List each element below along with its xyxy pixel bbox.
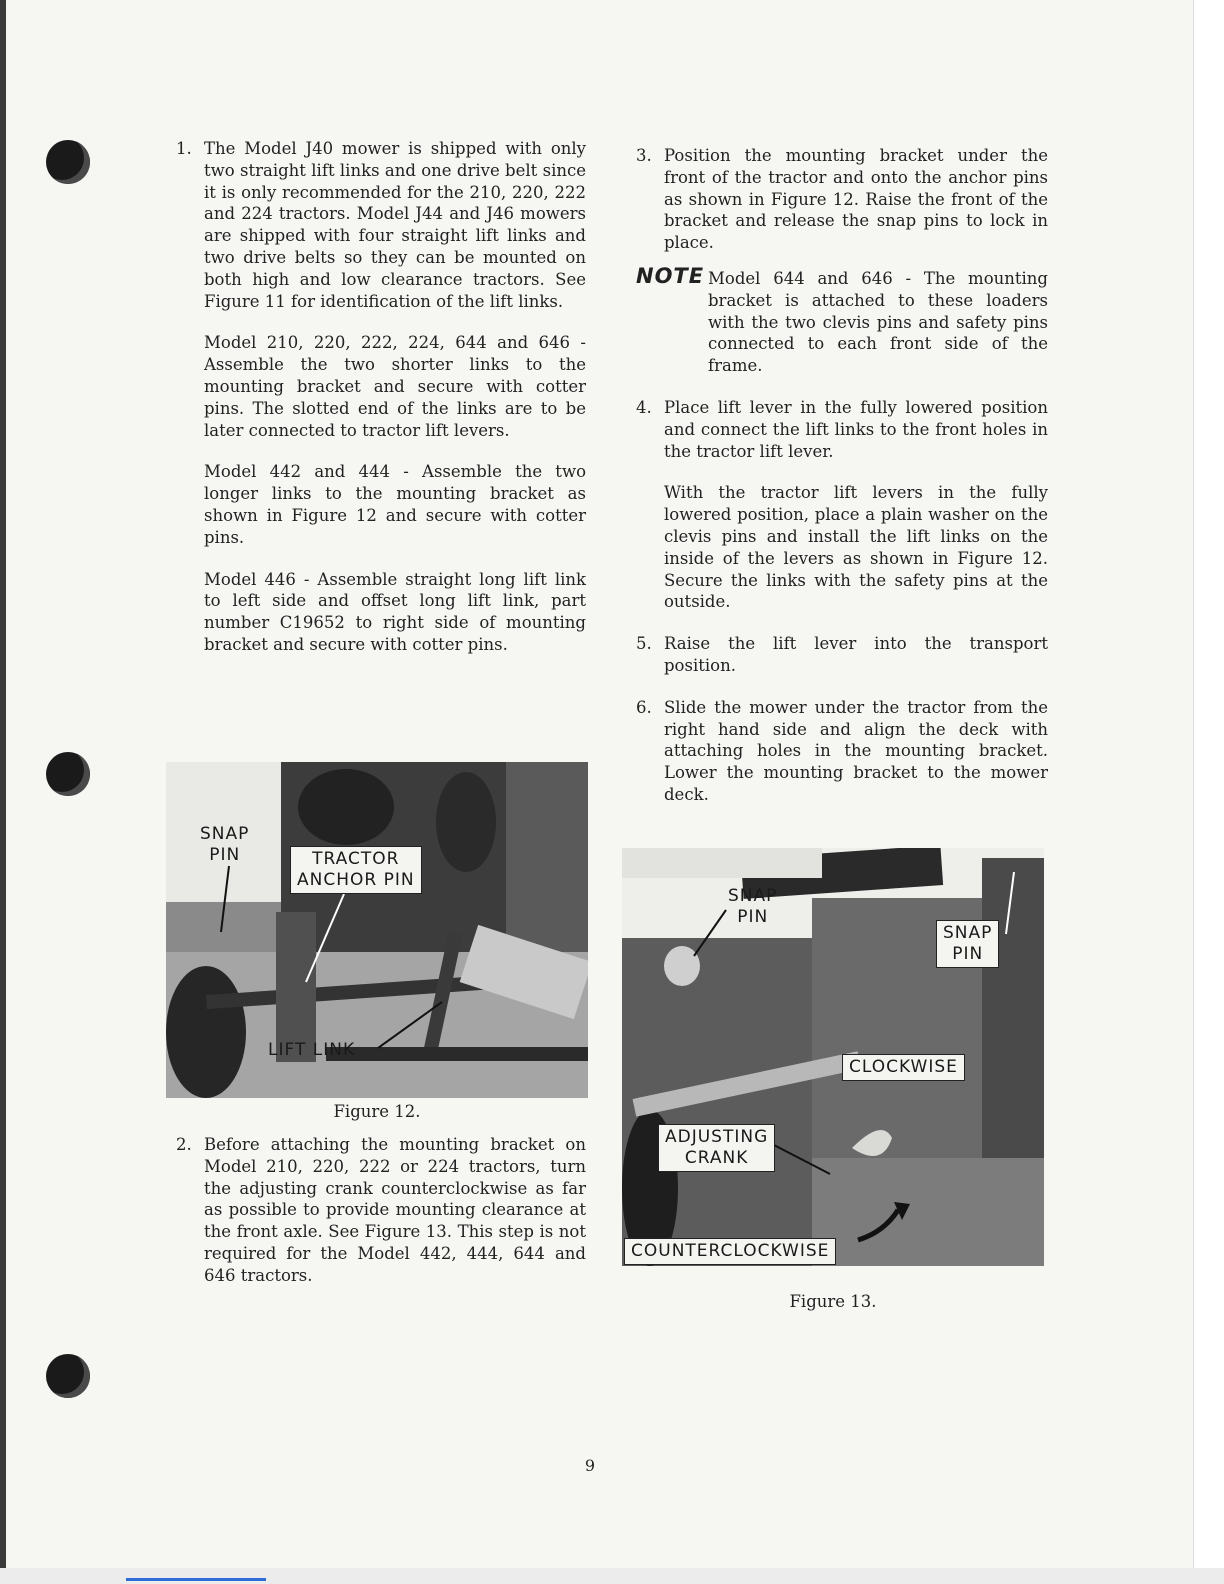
- pin-label-line2: PIN: [952, 944, 984, 964]
- step-text: Place lift lever in the fully lowered position and connect the lift links to the front holes in the tractor lift lever.: [664, 397, 1048, 461]
- page-edge-right: [1193, 0, 1224, 1584]
- note-text: Model 644 and 646 - The mounting bracket is attached to these loaders with the two clevis pins and safety pins connected to each front side of the frame.: [708, 268, 1048, 376]
- snap-pin-label-left: [728, 886, 777, 928]
- step-3: [636, 145, 1048, 254]
- anchor-pin-label-line2: ANCHOR PIN: [297, 870, 415, 890]
- step-number: 2.: [176, 1135, 192, 1154]
- step-text: The Model J40 mower is shipped with only two straight lift links and one drive belt since it is only recommended for the 210, 220, 222 and 224 tractors. Model J44 and J46 mowers are shipped with four straight lift links and two drive belts so they can be mounted on both high and low clearance tractors. See Figure 11 for identification of the lift links.: [204, 139, 586, 311]
- step-1-model-446-paragraph: Model 446 - Assemble straight long lift link to left side and offset long lift link, part number C19652 to right side of mounting bracket and secure with cotter pins.: [204, 569, 586, 654]
- lift-link-label: LIFT LINK: [268, 1040, 356, 1060]
- binder-hole-bottom: [46, 1354, 90, 1398]
- page-bottom-edge: [0, 1568, 1224, 1584]
- counterclockwise-label: COUNTERCLOCKWISE: [624, 1238, 836, 1265]
- figure-13-photo: [622, 848, 1044, 1266]
- step-1-models-442-paragraph: Model 442 and 444 - Assemble the two longer links to the mounting bracket as shown in Figure 12 and secure with cotter pins.: [204, 462, 586, 547]
- adjusting-crank-label: [658, 1124, 775, 1172]
- step-text: Raise the lift lever into the transport position.: [664, 634, 1048, 675]
- page-number: 9: [584, 1456, 596, 1475]
- adjusting-label-line1: ADJUSTING: [665, 1127, 769, 1147]
- step-5: [636, 633, 1048, 677]
- step-4: [636, 397, 1048, 462]
- crank-label-line2: CRANK: [684, 1148, 749, 1168]
- binder-hole-top: [46, 140, 90, 184]
- figure-12-caption: Figure 12.: [333, 1102, 421, 1121]
- figure-12-illustration: [166, 762, 588, 1098]
- note-label: NOTE: [636, 263, 705, 288]
- step-text: Position the mounting bracket under the front of the tractor and onto the anchor pins as shown in Figure 12. Raise the front of the bracket and release the snap pins to lock in place.: [664, 146, 1048, 253]
- step-number: 3.: [636, 146, 652, 165]
- figure-13-illustration: [622, 848, 1044, 1266]
- figure-13-caption: Figure 13.: [789, 1292, 877, 1311]
- left-column-bottom: [176, 1134, 586, 1287]
- step-number: 5.: [636, 634, 652, 654]
- binder-hole-middle: [46, 752, 90, 796]
- step-number: 4.: [636, 397, 652, 417]
- step-number: 6.: [636, 697, 652, 717]
- step-number: 1.: [176, 139, 192, 158]
- pin-label-line2: PIN: [209, 845, 241, 865]
- step-6: [636, 697, 1048, 806]
- step-1: [176, 138, 586, 312]
- step-text: Slide the mower under the tractor from the right hand side and align the deck with attaching holes in the mounting bracket. Lower the mounting bracket to the mower deck.: [664, 697, 1048, 804]
- step-4-paragraph: With the tractor lift levers in the fully lowered position, place a plain washer on the clevis pins and install the lift links on the inside of the levers as shown in Figure 12. Secure the links with the safety pins at the outside.: [664, 483, 1048, 612]
- snap-label-line1: SNAP: [200, 824, 250, 844]
- step-1-models-210-paragraph: Model 210, 220, 222, 224, 644 and 646 - Assemble the two shorter links to the mounting bracket and secure with cotter pins. The slotted end of the links are to be later connected to tractor lift levers.: [204, 333, 586, 440]
- clockwise-label: CLOCKWISE: [842, 1054, 965, 1081]
- page-edge-left: [0, 0, 6, 1584]
- snap-label-line1: SNAP: [728, 886, 778, 906]
- right-column: [636, 145, 1048, 806]
- step-2: [176, 1134, 586, 1287]
- snap-label-line1: SNAP: [943, 923, 993, 943]
- figure-12-photo: [166, 762, 588, 1098]
- note-block: [636, 263, 1048, 377]
- snap-pin-label-right: [936, 920, 999, 968]
- left-column: [176, 138, 586, 656]
- scan-mark: [126, 1578, 266, 1581]
- tractor-label-line1: TRACTOR: [312, 849, 400, 869]
- step-text: Before attaching the mounting bracket on Model 210, 220, 222 or 224 tractors, turn the adjusting crank counterclockwise as far as possible to provide mounting clearance at the front axle. See Figure 13. This step is not required for the Model 442, 444, 644 and 646 tractors.: [204, 1135, 586, 1285]
- pin-label-line2: PIN: [737, 907, 769, 927]
- tractor-anchor-pin-label: [290, 846, 422, 894]
- snap-pin-label: [200, 824, 249, 866]
